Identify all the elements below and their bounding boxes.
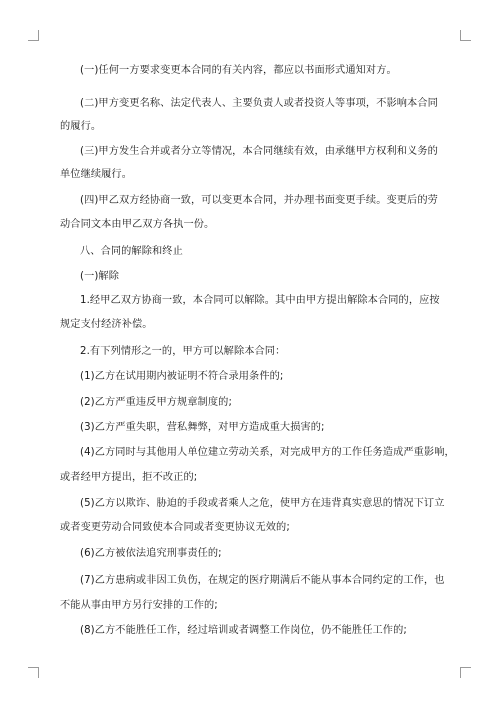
text-line: (一)任何一方要求变更本合同的有关内容，都应以书面形式通知对方。	[80, 65, 397, 76]
text-line: (二)甲方变更名称、法定代表人、主要负责人或者投资人等事项，不影响本合同	[80, 98, 438, 109]
list-item: (7)乙方患病或非因工负伤，在规定的医疗期满后不能从事本合同约定的工作，也	[80, 575, 445, 586]
text-line: (四)甲乙双方经协商一致，可以变更本合同，并办理书面变更手续。变更后的劳	[80, 195, 438, 206]
list-item-continuation: 或者经甲方提出，拒不改正的;	[60, 472, 198, 483]
text-line: (三)甲方发生合并或者分立等情况，本合同继续有效，由承继甲方权利和义务的	[80, 146, 438, 157]
list-item: (8)乙方不能胜任工作，经过培训或者调整工作岗位，仍不能胜任工作的;	[80, 625, 407, 636]
list-item: (1)乙方在试用期内被证明不符合录用条件的;	[80, 371, 284, 382]
list-item: (5)乙方以欺诈、胁迫的手段或者乘人之危，使甲方在违背真实意思的情况下订立	[80, 498, 445, 509]
text-line: 单位继续履行。	[60, 169, 133, 180]
crop-mark-top-left	[28, 30, 39, 41]
text-line: 2.有下列情形之一的，甲方可以解除本合同：	[80, 346, 286, 357]
text-line: 的履行。	[60, 121, 102, 132]
list-item: (6)乙方被依法追究刑事责任的;	[80, 548, 222, 559]
list-item-continuation: 或者变更劳动合同致使本合同或者变更协议无效的;	[60, 522, 290, 533]
list-item: (4)乙方同时与其他用人单位建立劳动关系，对完成甲方的工作任务造成严重影响，	[80, 447, 455, 458]
list-item-continuation: 不能从事由甲方另行安排的工作的;	[60, 600, 218, 611]
crop-mark-top-right	[460, 30, 471, 41]
text-line: 1.经甲乙双方协商一致，本合同可以解除。其中由甲方提出解除本合同的，应按	[80, 295, 440, 306]
subsection-heading: (一)解除	[80, 271, 120, 282]
text-line: 动合同文本由甲乙双方各执一份。	[60, 219, 215, 230]
text-line: 规定支付经济补偿。	[60, 319, 153, 330]
crop-mark-bottom-right	[460, 667, 471, 678]
crop-mark-bottom-left	[28, 667, 39, 678]
section-heading: 八、合同的解除和终止	[80, 246, 183, 257]
list-item: (2)乙方严重违反甲方规章制度的;	[80, 397, 232, 408]
list-item: (3)乙方严重失职，营私舞弊，对甲方造成重大损害的;	[80, 422, 325, 433]
